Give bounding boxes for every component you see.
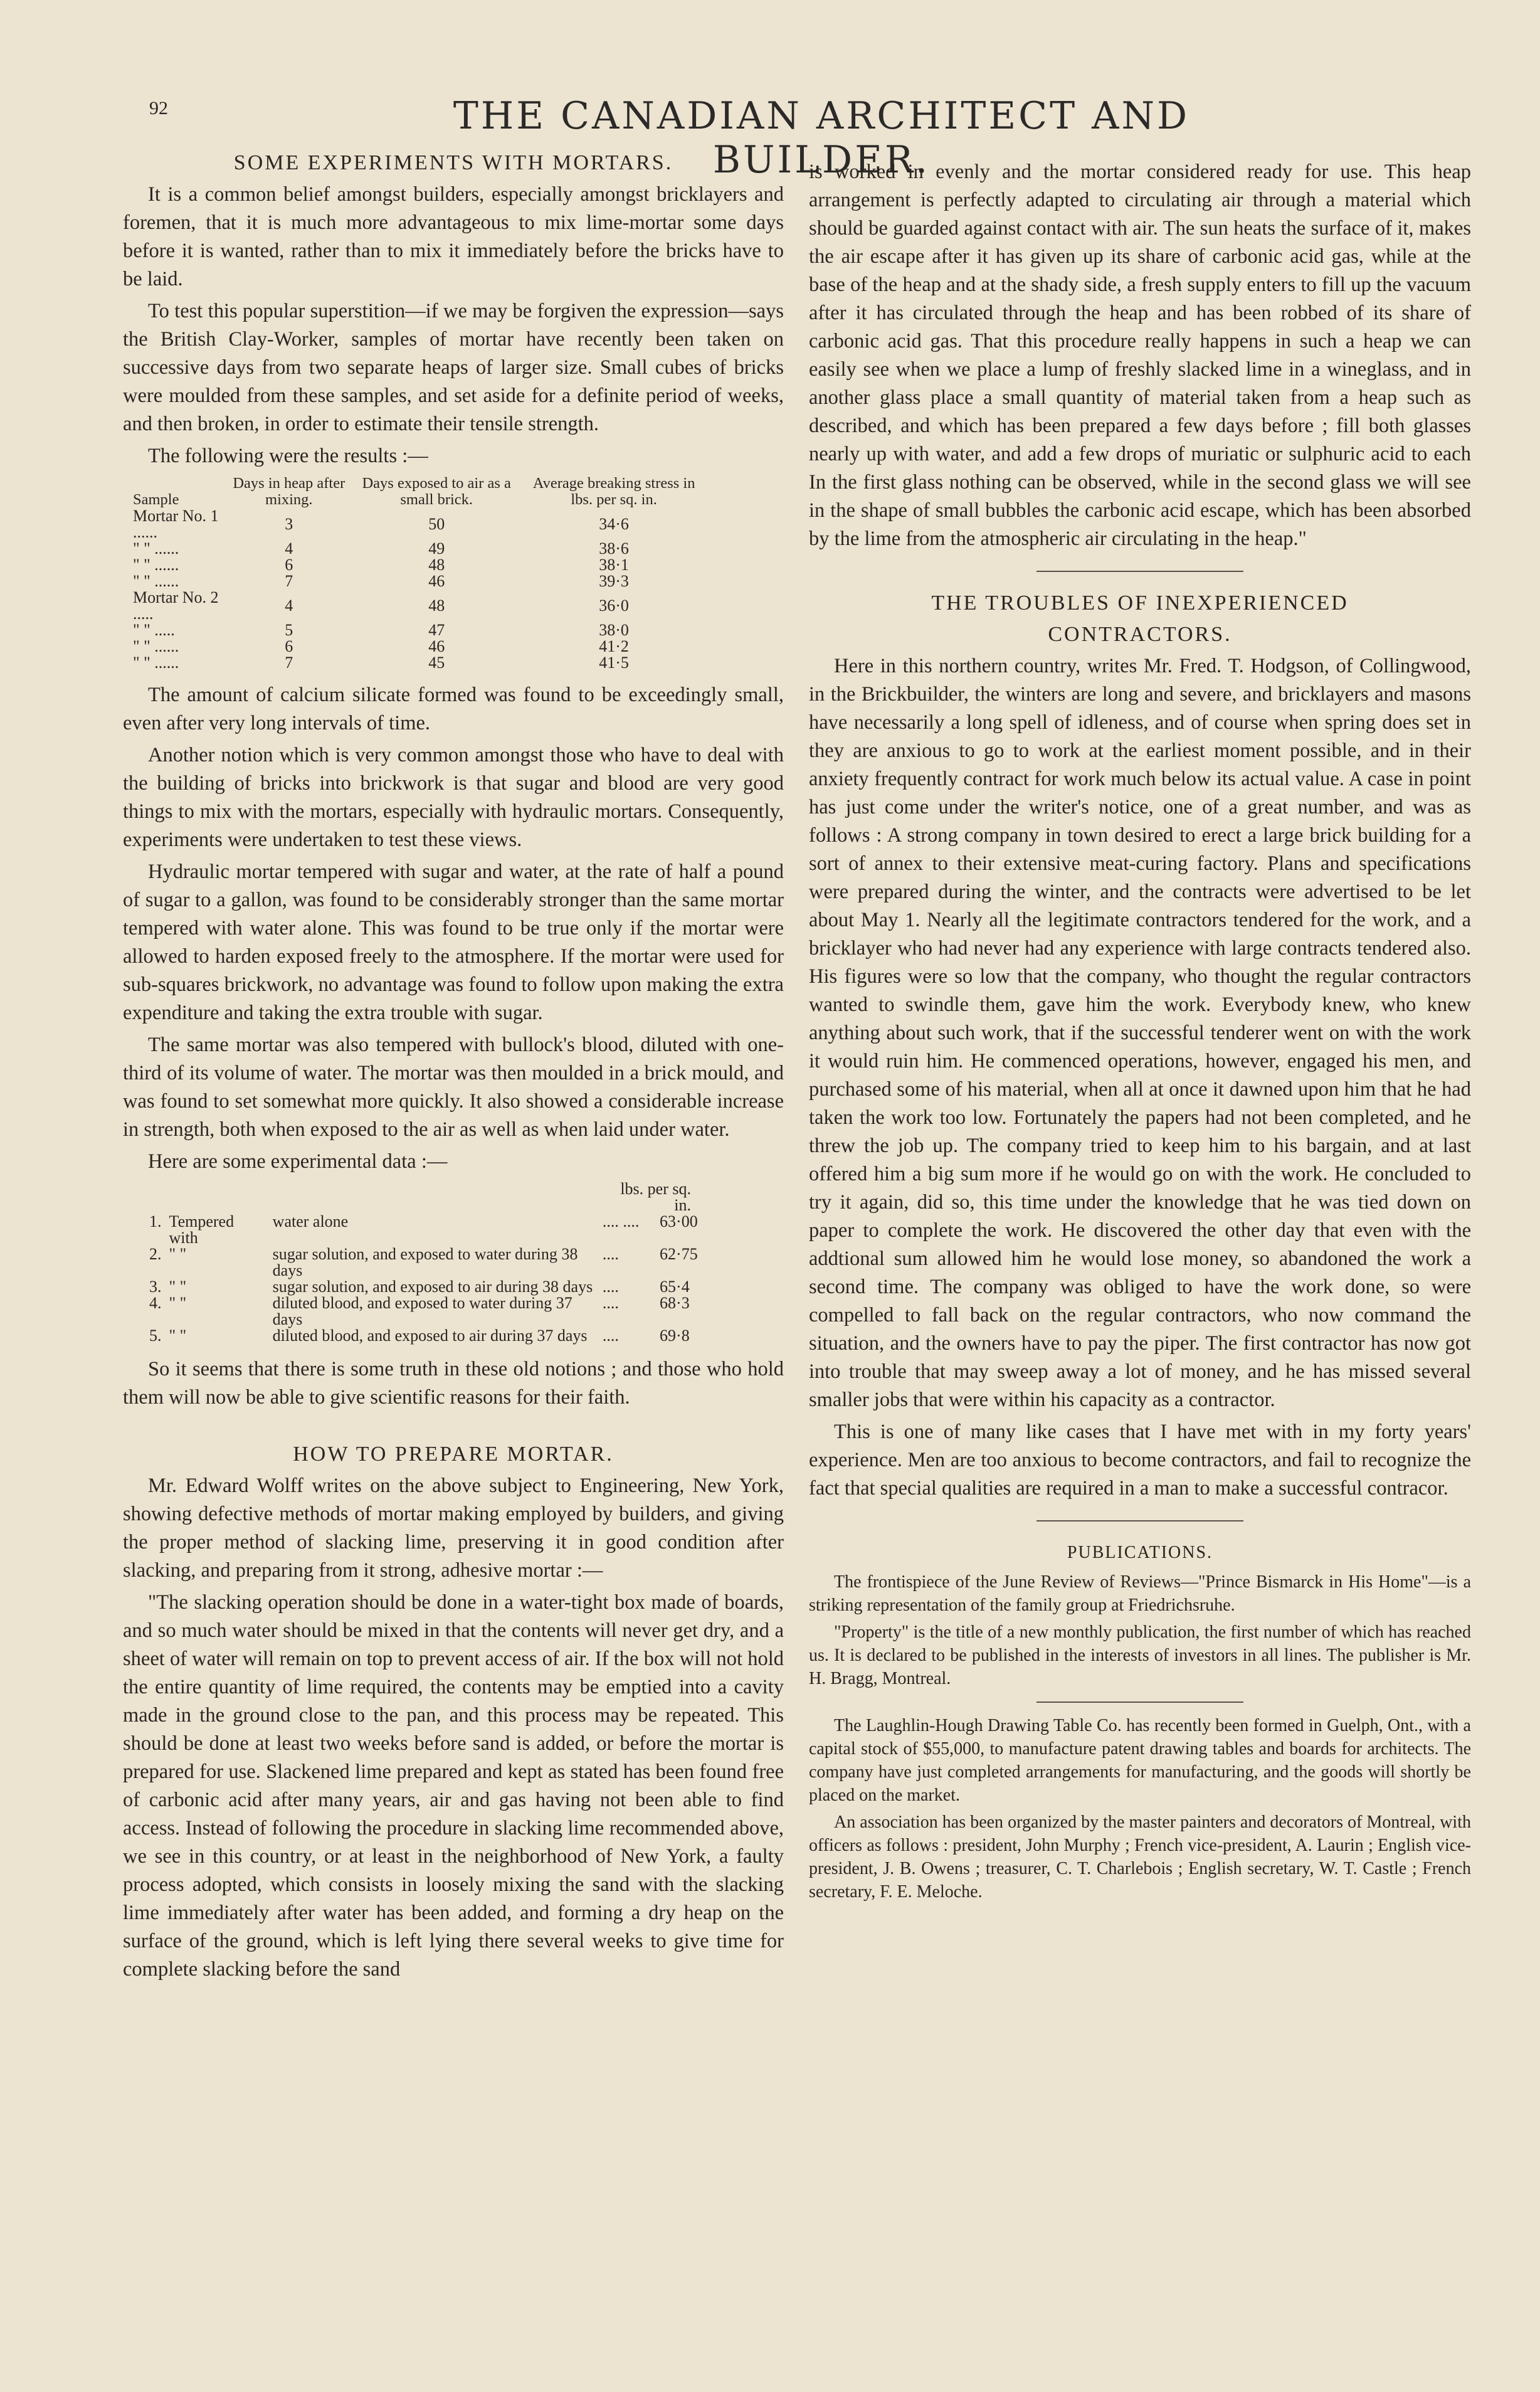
table-header: Sample (133, 491, 179, 508)
publications-section (809, 1539, 1471, 1903)
ditto: Tempered with (169, 1212, 235, 1247)
table-cell: 49 (428, 539, 445, 558)
paragraph: So it seems that there is some truth in these old notions ; and those who hold them will now be able to give scientific reasons for their faith. (123, 1358, 784, 1409)
table-row (130, 590, 707, 622)
publication-item: The frontispiece of the June Review of Reviews—"Prince Bismarck in His Home"—is a striking representation of the family group at Friedrichsruhe. (809, 1572, 1471, 1615)
table-cell: 47 (428, 621, 445, 639)
paragraph: Here are some experimental data :— (148, 1150, 448, 1173)
ditto: " " (169, 1245, 187, 1263)
table-row (130, 573, 707, 590)
table-cell: 36·0 (599, 596, 629, 615)
table-header: Days exposed to air as a small brick. (362, 475, 511, 508)
table-row (130, 541, 707, 557)
table-cell: " " ..... (133, 621, 175, 639)
ditto: " " (169, 1326, 187, 1345)
table-cell: " " ...... (133, 637, 179, 655)
table-row (145, 1214, 716, 1246)
article-heading-prepare-mortar: HOW TO PREPARE MORTAR. (293, 1442, 614, 1466)
table-row (145, 1295, 716, 1328)
table-cell: 50 (428, 515, 445, 533)
masthead-title: THE CANADIAN ARCHITECT AND BUILDER. (453, 94, 1190, 182)
table-cell: " " ...... (133, 556, 179, 574)
paragraph: To test this popular superstition—if we may be forgiven the expression—says the British Clay-Worker, samples of mortar have recently been taken on successive days from two separate heaps of larger size. Small cubes of bricks were moulded from these samples, and set aside for a definite period of weeks, and then broken, in order to estimate their tensile strength. (123, 300, 784, 435)
row-number: 1. (149, 1212, 162, 1230)
row-description: sugar solution, and exposed to air during 38 days (272, 1278, 593, 1296)
article-heading-mortars: SOME EXPERIMENTS WITH MORTARS. (233, 151, 673, 174)
row-value: 68·3 (660, 1294, 690, 1312)
table-row (145, 1328, 716, 1344)
leader-dots: .... (602, 1278, 619, 1296)
table-cell: 6 (285, 637, 293, 655)
paragraph: Mr. Edward Wolff writes on the above subject to Engineering, New York, showing defective methods of mortar making employed by builders, and giving the proper method of slacking lime, preserving it in good condition after slacking, and preparing from it strong, adhesive mortar :— (123, 1474, 784, 1582)
table-row (130, 638, 707, 655)
divider (1036, 1701, 1243, 1703)
paragraph: Hydraulic mortar tempered with sugar and water, at the rate of half a pound of sugar to a gallon, was found to be considerably stronger than the same mortar tempered with water alone. This was found to be true only if the mortar were allowed to harden exposed freely to the atmosphere. If the mortar were used for sub-squares brickwork, no advantage was found to follow upon making the extra expenditure and taking the extra trouble with sugar. (123, 860, 784, 1024)
table-cell: 41·2 (599, 637, 629, 655)
row-description: sugar solution, and exposed to water during 38 days (272, 1245, 578, 1279)
table-cell: 45 (428, 654, 445, 672)
table-cell: 34·6 (599, 515, 629, 533)
publication-item: An association has been organized by the master painters and decorators of Montreal, with officers as follows : president, John Murphy ; French vice-president, A. Laurin ; English vice-president, J. B. Owens ; treasurer, C. T. Charlebois ; English secretary, W. T. Castle ; French secretary, F. E. Meloche. (809, 1813, 1471, 1902)
row-number: 4. (149, 1294, 162, 1312)
paragraph: It is a common belief amongst builders, especially amongst bricklayers and foremen, that it is much more advantageous to mix lime-mortar some days before it is wanted, rather than to mix it immediately before the bricks have to be laid. (123, 183, 784, 290)
paragraph-continued: is worked in evenly and the mortar considered ready for use. This heap arrangement is perfectly adapted to circulating air through a material which should be guarded against contact with air. The sun heats the surface of it, makes the air escape after it has given up its share of carbonic acid gas, while at the base of the heap and at the shady side, a fresh supply enters to fill up the vacuum after it has circulated through the heap and has been robbed of its share of carbonic acid gas. That this procedure really happens in such a heap we can easily see when we place a lump of freshly slacked lime in a wineglass, and in another glass place a small quantity of material taken from a heap such as described, and which has been prepared a few days before ; fill both glasses nearly up with water, and add a few drops of muriatic or sulphuric acid to each In the first glass nothing can be observed, while in the second glass we will see in the shape of small bubbles the carbonic acid escape, which has been absorbed by the lime from the atmospheric air circulating in the heap." (809, 161, 1471, 550)
table-cell: 46 (428, 572, 445, 590)
table-cell: 48 (428, 556, 445, 574)
leader-dots: .... (602, 1326, 619, 1345)
ditto: " " (169, 1294, 187, 1312)
publication-item: "Property" is the title of a new monthly publication, the first number of which has reached us. It is declared to be published in the interests of investors in all lines. The publisher is Mr. H. Bragg, Montreal. (809, 1622, 1471, 1688)
paragraph: This is one of many like cases that I have met with in my forty years' experience. Men are too anxious to become contractors, and fail to recognize the fact that special qualities are required in a man to make a successful contracor. (809, 1421, 1471, 1500)
table-cell: 41·5 (599, 654, 629, 672)
mortar-results-table (130, 475, 707, 671)
table-header: Days in heap after mixing. (233, 475, 345, 508)
row-description: diluted blood, and exposed to air during 37 days (272, 1326, 588, 1345)
table-cell: " " ...... (133, 539, 179, 558)
table-cell: 39·3 (599, 572, 629, 590)
table-cell: 5 (285, 621, 293, 639)
ditto: " " (169, 1278, 187, 1296)
row-value: 62·75 (660, 1245, 698, 1263)
table-cell: 46 (428, 637, 445, 655)
paragraph: Another notion which is very common amongst those who have to deal with the building of bricks into brickwork is that sugar and blood are very good things to mix with the mortars, especially with hydraulic mortars. Consequently, experiments were undertaken to test these views. (123, 744, 784, 851)
paragraph: The following were the results :— (148, 445, 428, 467)
article-heading-troubles: THE TROUBLES OF INEXPERIENCED (931, 591, 1349, 615)
leader-dots: .... .... (602, 1212, 640, 1230)
table-row (130, 508, 707, 541)
table-row (130, 655, 707, 671)
table-cell: Mortar No. 1 ...... (133, 507, 219, 541)
row-number: 2. (149, 1245, 162, 1263)
row-number: 3. (149, 1278, 162, 1296)
table-cell: 48 (428, 596, 445, 615)
experimental-data-table (145, 1181, 716, 1344)
row-value: 65·4 (660, 1278, 690, 1296)
leader-dots: .... (602, 1245, 619, 1263)
left-column (123, 149, 784, 1987)
table-cell: 4 (285, 596, 293, 615)
row-number: 5. (149, 1326, 162, 1345)
paragraph: Here in this northern country, writes Mr. Fred. T. Hodgson, of Collingwood, in the Brickbuilder, the winters are long and severe, and bricklayers and masons have necessarily a long spell of idleness, and of course when spring does set in they are anxious to go to work at the earliest moment possible, and in their anxiety frequently contract for work much below its actual value. A case in point has just come under the writer's notice, one of a great number, and was as follows : A strong company in town desired to erect a large brick building for a sort of annex to their extensive meat-curing factory. Plans and specifications were prepared during the winter, and the contracts were advertised to be let about May 1. Nearly all the legitimate contractors tendered for the work, and a bricklayer who had never had any experience with large contracts tendered also. His figures were so low that the company, who thought the regular contractors wanted to swindle them, gave him the work. Everybody knew, who knew anything about such work, that if the successful tenderer went on with the work it would ruin him. He commenced operations, however, engaged his men, and purchased some of his material, when all at once it dawned upon him that he had taken the work too low. Fortunately the papers had not been completed, and he threw the job up. The company tried to keep him to his bargain, and at last offered him a big sum more if he would go on with the work. He concluded to try it again, did so, this time under the knowledge that he was tied down on paper to complete the work. He discovered the other day that even with the addtional sum allowed him he would lose money, so abandoned the work a second time. The company was obliged to have the work done, so were compelled to fall back on the regular contractors, who now command the situation, and the owners have to pay the piper. The first contractor has now got into trouble that may sweep away a lot of money, and he has missed several smaller jobs that were within his capacity as a contractor. (809, 655, 1471, 1411)
row-description: water alone (272, 1212, 349, 1230)
table-cell: 38·1 (599, 556, 629, 574)
table-cell: " " ...... (133, 654, 179, 672)
table-cell: 7 (285, 572, 293, 590)
paragraph: "The slacking operation should be done in a water-tight box made of boards, and so much water should be mixed in that the contents will never get dry, and a sheet of water will remain on top to prevent access of air. If the box will not hold the entire quantity of lime required, the contents may be emptied into a cavity made in the ground close to the pan, and this process may be repeated. This should be done at least two weeks before sand is added, or before the mortar is prepared for use. Slackened lime prepared and kept as stated has been found free of carbonic acid after many years, air and gas having not been able to find access. Instead of following the procedure in slacking lime recommended above, we see in this country, or at least in the neighborhood of New York, a faulty process adopted, which consists in loosely mixing the sand with the slacking lime immediately after water has been added, and forming a dry heap on the surface of the ground, which is left lying there several weeks to give time for complete slacking before the sand (123, 1591, 784, 1981)
table-cell: 38·6 (599, 539, 629, 558)
table-row (145, 1279, 716, 1295)
paragraph: The amount of calcium silicate formed was found to be exceedingly small, even after very long intervals of time. (123, 684, 784, 734)
table-cell: Mortar No. 2 ..... (133, 588, 219, 623)
divider (1036, 1520, 1243, 1521)
publications-heading: PUBLICATIONS. (1067, 1543, 1213, 1562)
table-header: Average breaking stress in lbs. per sq. in. (532, 475, 695, 508)
table-row (145, 1246, 716, 1279)
article-heading-troubles-line2: CONTRACTORS. (1048, 623, 1232, 646)
table-cell: 7 (285, 654, 293, 672)
leader-dots: .... (602, 1294, 619, 1312)
page-number: 92 (149, 98, 168, 119)
table-cell: " " ...... (133, 572, 179, 590)
table-row (130, 622, 707, 638)
divider (1036, 571, 1243, 572)
table-cell: 38·0 (599, 621, 629, 639)
publication-item: The Laughlin-Hough Drawing Table Co. has recently been formed in Guelph, Ont., with a capital stock of $55,000, to manufacture patent drawing tables and boards for architects. The company have just completed arrangements for manufacturing, and the goods will shortly be placed on the market. (809, 1716, 1471, 1805)
unit-label: lbs. per sq. in. (620, 1180, 691, 1214)
paragraph: The same mortar was also tempered with bullock's blood, diluted with one-third of its volume of water. The mortar was then moulded in a brick mould, and was found to set somewhat more quickly. It also showed a considerable increase in strength, both when exposed to the air as well as when laid under water. (123, 1034, 784, 1141)
table-row (130, 557, 707, 573)
row-description: diluted blood, and exposed to water during 37 days (272, 1294, 572, 1328)
row-value: 69·8 (660, 1326, 690, 1345)
table-cell: 6 (285, 556, 293, 574)
right-column (809, 158, 1471, 1907)
row-value: 63·00 (660, 1212, 698, 1230)
table-cell: 3 (285, 515, 293, 533)
table-cell: 4 (285, 539, 293, 558)
